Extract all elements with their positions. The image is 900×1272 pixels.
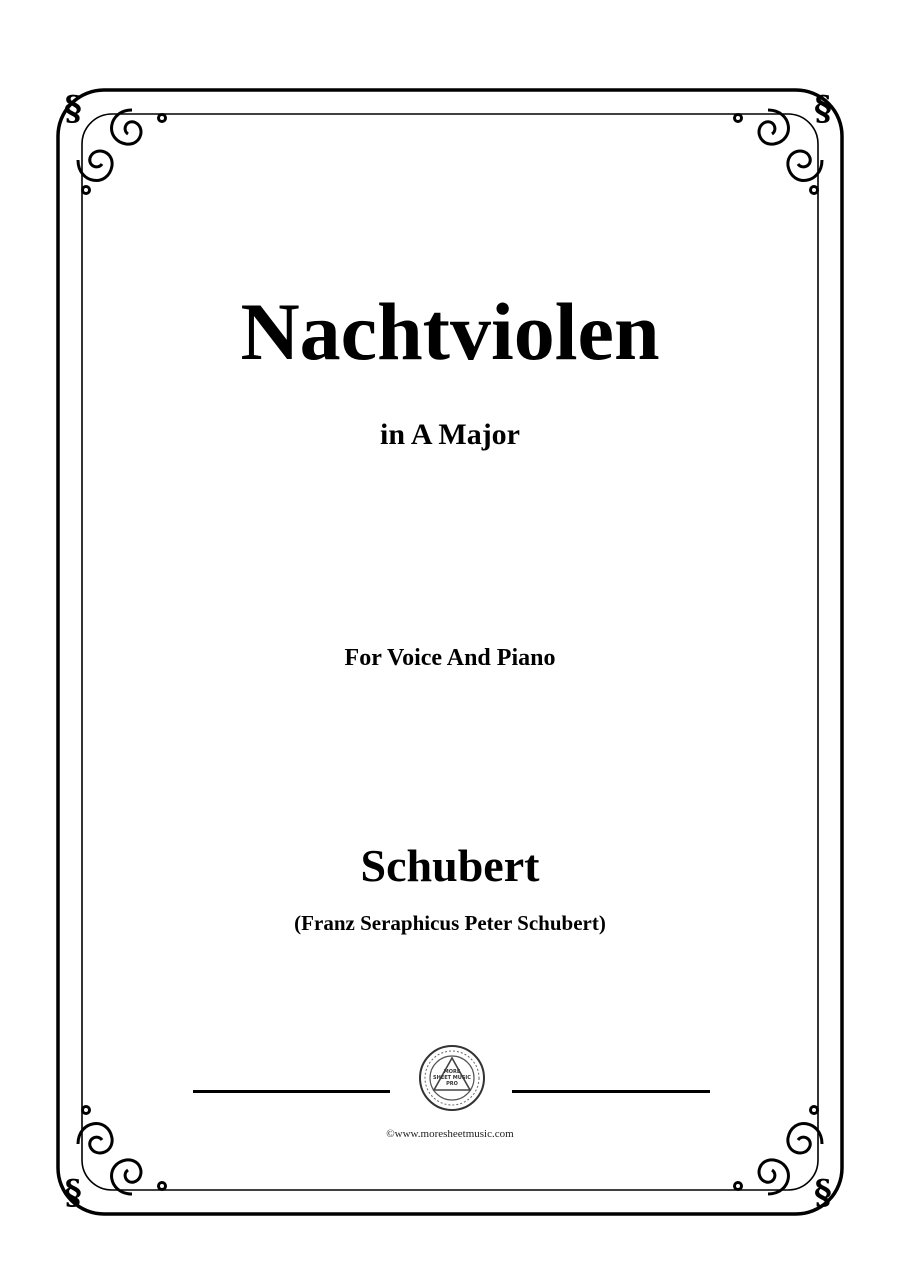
page-title: Nachtviolen bbox=[240, 286, 660, 377]
composer-full-name: (Franz Seraphicus Peter Schubert) bbox=[294, 911, 606, 935]
instrumentation: For Voice And Piano bbox=[344, 645, 556, 671]
seal-text-line3: PRO bbox=[446, 1081, 458, 1087]
corner-ornament-icon: § bbox=[64, 1173, 82, 1213]
footer-rule-right bbox=[512, 1090, 710, 1093]
seal-text-line1: MORE bbox=[443, 1069, 461, 1075]
corner-ornament-icon: § bbox=[64, 89, 82, 129]
corner-ornament-icon: § bbox=[814, 1173, 832, 1213]
seal-text-line2: SHEET MUSIC bbox=[433, 1075, 471, 1081]
corner-ornament-icon: § bbox=[814, 89, 832, 129]
publisher-seal-logo bbox=[418, 1044, 486, 1112]
composer-name: Schubert bbox=[360, 840, 540, 891]
key-subtitle: in A Major bbox=[380, 418, 520, 451]
footer-rule-left bbox=[193, 1090, 390, 1093]
copyright-notice: ©www.moresheetmusic.com bbox=[386, 1128, 514, 1140]
